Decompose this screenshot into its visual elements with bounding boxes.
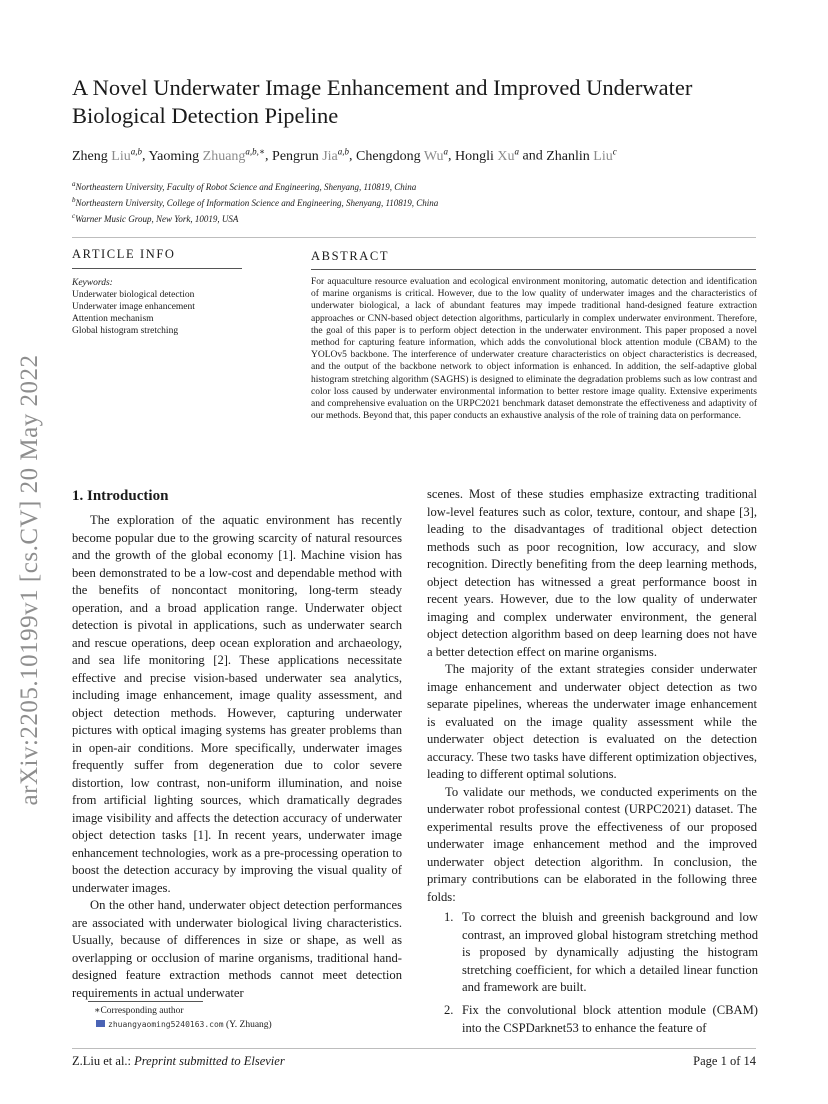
contribution-item: 1. To correct the bluish and greenish background and low contrast, an improved global histogram stretching method is proposed by dynamically adjusting the histogram stretching coefficient, for which a detailed linear function and framework are built. <box>444 910 758 994</box>
paper-title: A Novel Underwater Image Enhancement and Improved Underwater Biological Detection Pipeline <box>72 75 693 128</box>
footer-left: Z.Liu et al.: Preprint submitted to Elsevier <box>72 1054 285 1068</box>
keyword-item: Underwater biological detection <box>72 290 195 300</box>
mail-icon <box>96 1020 105 1027</box>
keyword-item: Underwater image enhancement <box>72 302 195 312</box>
right-column <box>427 486 757 906</box>
author: Hongli Xu$^a$ <box>455 146 520 164</box>
keyword-item: Global histogram stretching <box>72 326 179 336</box>
author-list: Zheng Liu$^{a,b}$, Yaoming Zhuang$^{a,b,∗}$, Pengrun Jia$^{a,b}$, Chengdong Wu$^a$, Hongli Xu$^a$ and Zhanlin Liu$^c$ <box>72 146 617 164</box>
article-info-heading: ARTICLE INFO <box>72 247 176 261</box>
page-number: Page 1 of 14 <box>693 1054 756 1068</box>
arxiv-id: arXiv:2205.10199v1 [cs.CV] 20 May 2022 <box>16 354 43 806</box>
keyword-item: Attention mechanism <box>72 314 154 324</box>
arxiv-stamp <box>0 340 60 820</box>
affiliation-c: $^c$Warner Music Group, New York, 10019, USA <box>72 212 239 224</box>
header-divider <box>72 237 756 238</box>
affiliation-b: $^b$Northeastern University, College of Information Science and Engineering, Shenyang, 110819, China <box>72 196 439 208</box>
author: Zhanlin Liu$^c$ <box>546 146 617 164</box>
author: Pengrun Jia$^{a,b}$ <box>272 146 350 164</box>
paragraph: The majority of the extant strategies consider underwater image enhancement and underwater object detection as two separate pipelines, whereas the underwater image enhancement is evaluated on the image quality assessment while the underwater object detection is evaluated on the detection accuracy. These two tasks have different optimization objectives, leading to different optimal solutions. <box>427 662 757 781</box>
left-column <box>72 512 402 1002</box>
keywords-label: Keywords: <box>72 278 113 288</box>
abstract-heading: ABSTRACT <box>311 249 390 263</box>
contribution-item: 2. Fix the convolutional block attention module (CBAM) into the CSPDarknet53 to enhance the feature of <box>444 1003 758 1035</box>
author: Zheng Liu$^{a,b}$ <box>72 146 142 164</box>
abstract-rule <box>311 269 756 270</box>
author: Chengdong Wu$^a$ <box>356 146 448 164</box>
footnote-corresponding: ∗Corresponding author <box>94 1006 184 1016</box>
footer-divider <box>72 1048 756 1049</box>
paragraph: On the other hand, underwater object detection performances are associated with underwater biological living characteristics. Usually, because of differences in size or shape, as well as overlapping or occlusion of marine organisms, traditional hand-designed feature extraction methods cannot meet detection requirements in actual underwater <box>72 898 402 1000</box>
abstract-text: For aquaculture resource evaluation and ecological environment monitoring, automatic detection and identification of marine organisms is critical. However, due to the low quality of underwater images and the characteristics of underwater biological, a lack of abundant features may impede traditional hand-designed feature extraction approaches or CNN-based object detection algorithms, particularly in complex underwater environment. Therefore, the goal of this paper is to perform object detection in the underwater environment. This paper proposed a novel method for capturing feature information, which adds the convolutional block attention module (CBAM) to the YOLOv5 backbone. The interference of underwater creature characteristics on object characteristics is decreased, and the output of the backbone network to object information is enhanced. In addition, the self-adaptive global histogram stretching algorithm (SAGHS) is designed to eliminate the degradation problems such as low contrast and color loss caused by underwater environmental information to better restore image quality. Extensive experiments and comprehensive evaluation on the URPC2021 benchmark dataset demonstrate the effectiveness and adaptivity of our methods. Beyond that, this paper conducts an exhaustive analysis of the role of training data on performance. <box>311 277 757 422</box>
author-and: and <box>522 148 543 164</box>
author: Yaoming Zhuang$^{a,b,∗}$ <box>148 146 266 164</box>
affiliation-a: $^a$Northeastern University, Faculty of Robot Science and Engineering, Shenyang, 110819, China <box>72 180 417 192</box>
footnote-rule <box>88 1001 203 1002</box>
paragraph: scenes. Most of these studies emphasize extracting traditional low-level features such as color, texture, contour, and shape [3], leading to the disadvantages of traditional object detection methods such as poor recognition, low accuracy, and slow recognition. Directly benefiting from the deep learning methods, object detection has witnessed a great performance boost in recent years. However, due to the low quality of underwater imaging and complex underwater environment, the general object detection algorithm based on deep learning does not have a better detection effect on marine organisms. <box>427 487 757 659</box>
article-info-rule <box>72 268 242 269</box>
email-link[interactable]: zhuangyaoming5240163.com <box>108 1020 224 1029</box>
paragraph: To validate our methods, we conducted experiments on the underwater robot professional contest (URPC2021) dataset. The experimental results prove the effectiveness of our proposed underwater image enhancement method and the improved underwater object detection algorithm. In conclusion, the primary contributions can be elaborated in the following three folds: <box>427 784 757 904</box>
paragraph: The exploration of the aquatic environment has recently become popular due to the growing scarcity of natural resources and the growth of the global economy [1]. Machine vision has been demonstrated to be a low-cost and dependable method with the benefits of noncontact monitoring, long-term steady operation, and a broad application range. Underwater object detection is pivotal in applications, such as underwater search and rescue operations, deep ocean exploration and archaeology, and sea life monitoring [2]. These applications necessitate effective and precise vision-based underwater sea analytics, including image enhancement, image quality assessment, and object detection methods. However, capturing underwater pictures with optical imaging systems has greater problems than in open-air conditions. More specifically, underwater images frequently suffer from degeneration due to color severe distortion, low contrast, non-uniform illumination, and noise from artificial lighting sources, which dramatically degrades image visibility and affects the detection accuracy of underwater object detection tasks [1]. In recent years, underwater image enhancement technologies, work as a pre-processing operation to boost the detection accuracy by improving the visual quality of underwater images. <box>72 513 402 895</box>
section-heading: 1. Introduction <box>72 488 169 504</box>
footnote-email-line: zhuangyaoming5240163.com (Y. Zhuang) <box>96 1020 272 1030</box>
keywords-block <box>72 277 195 337</box>
